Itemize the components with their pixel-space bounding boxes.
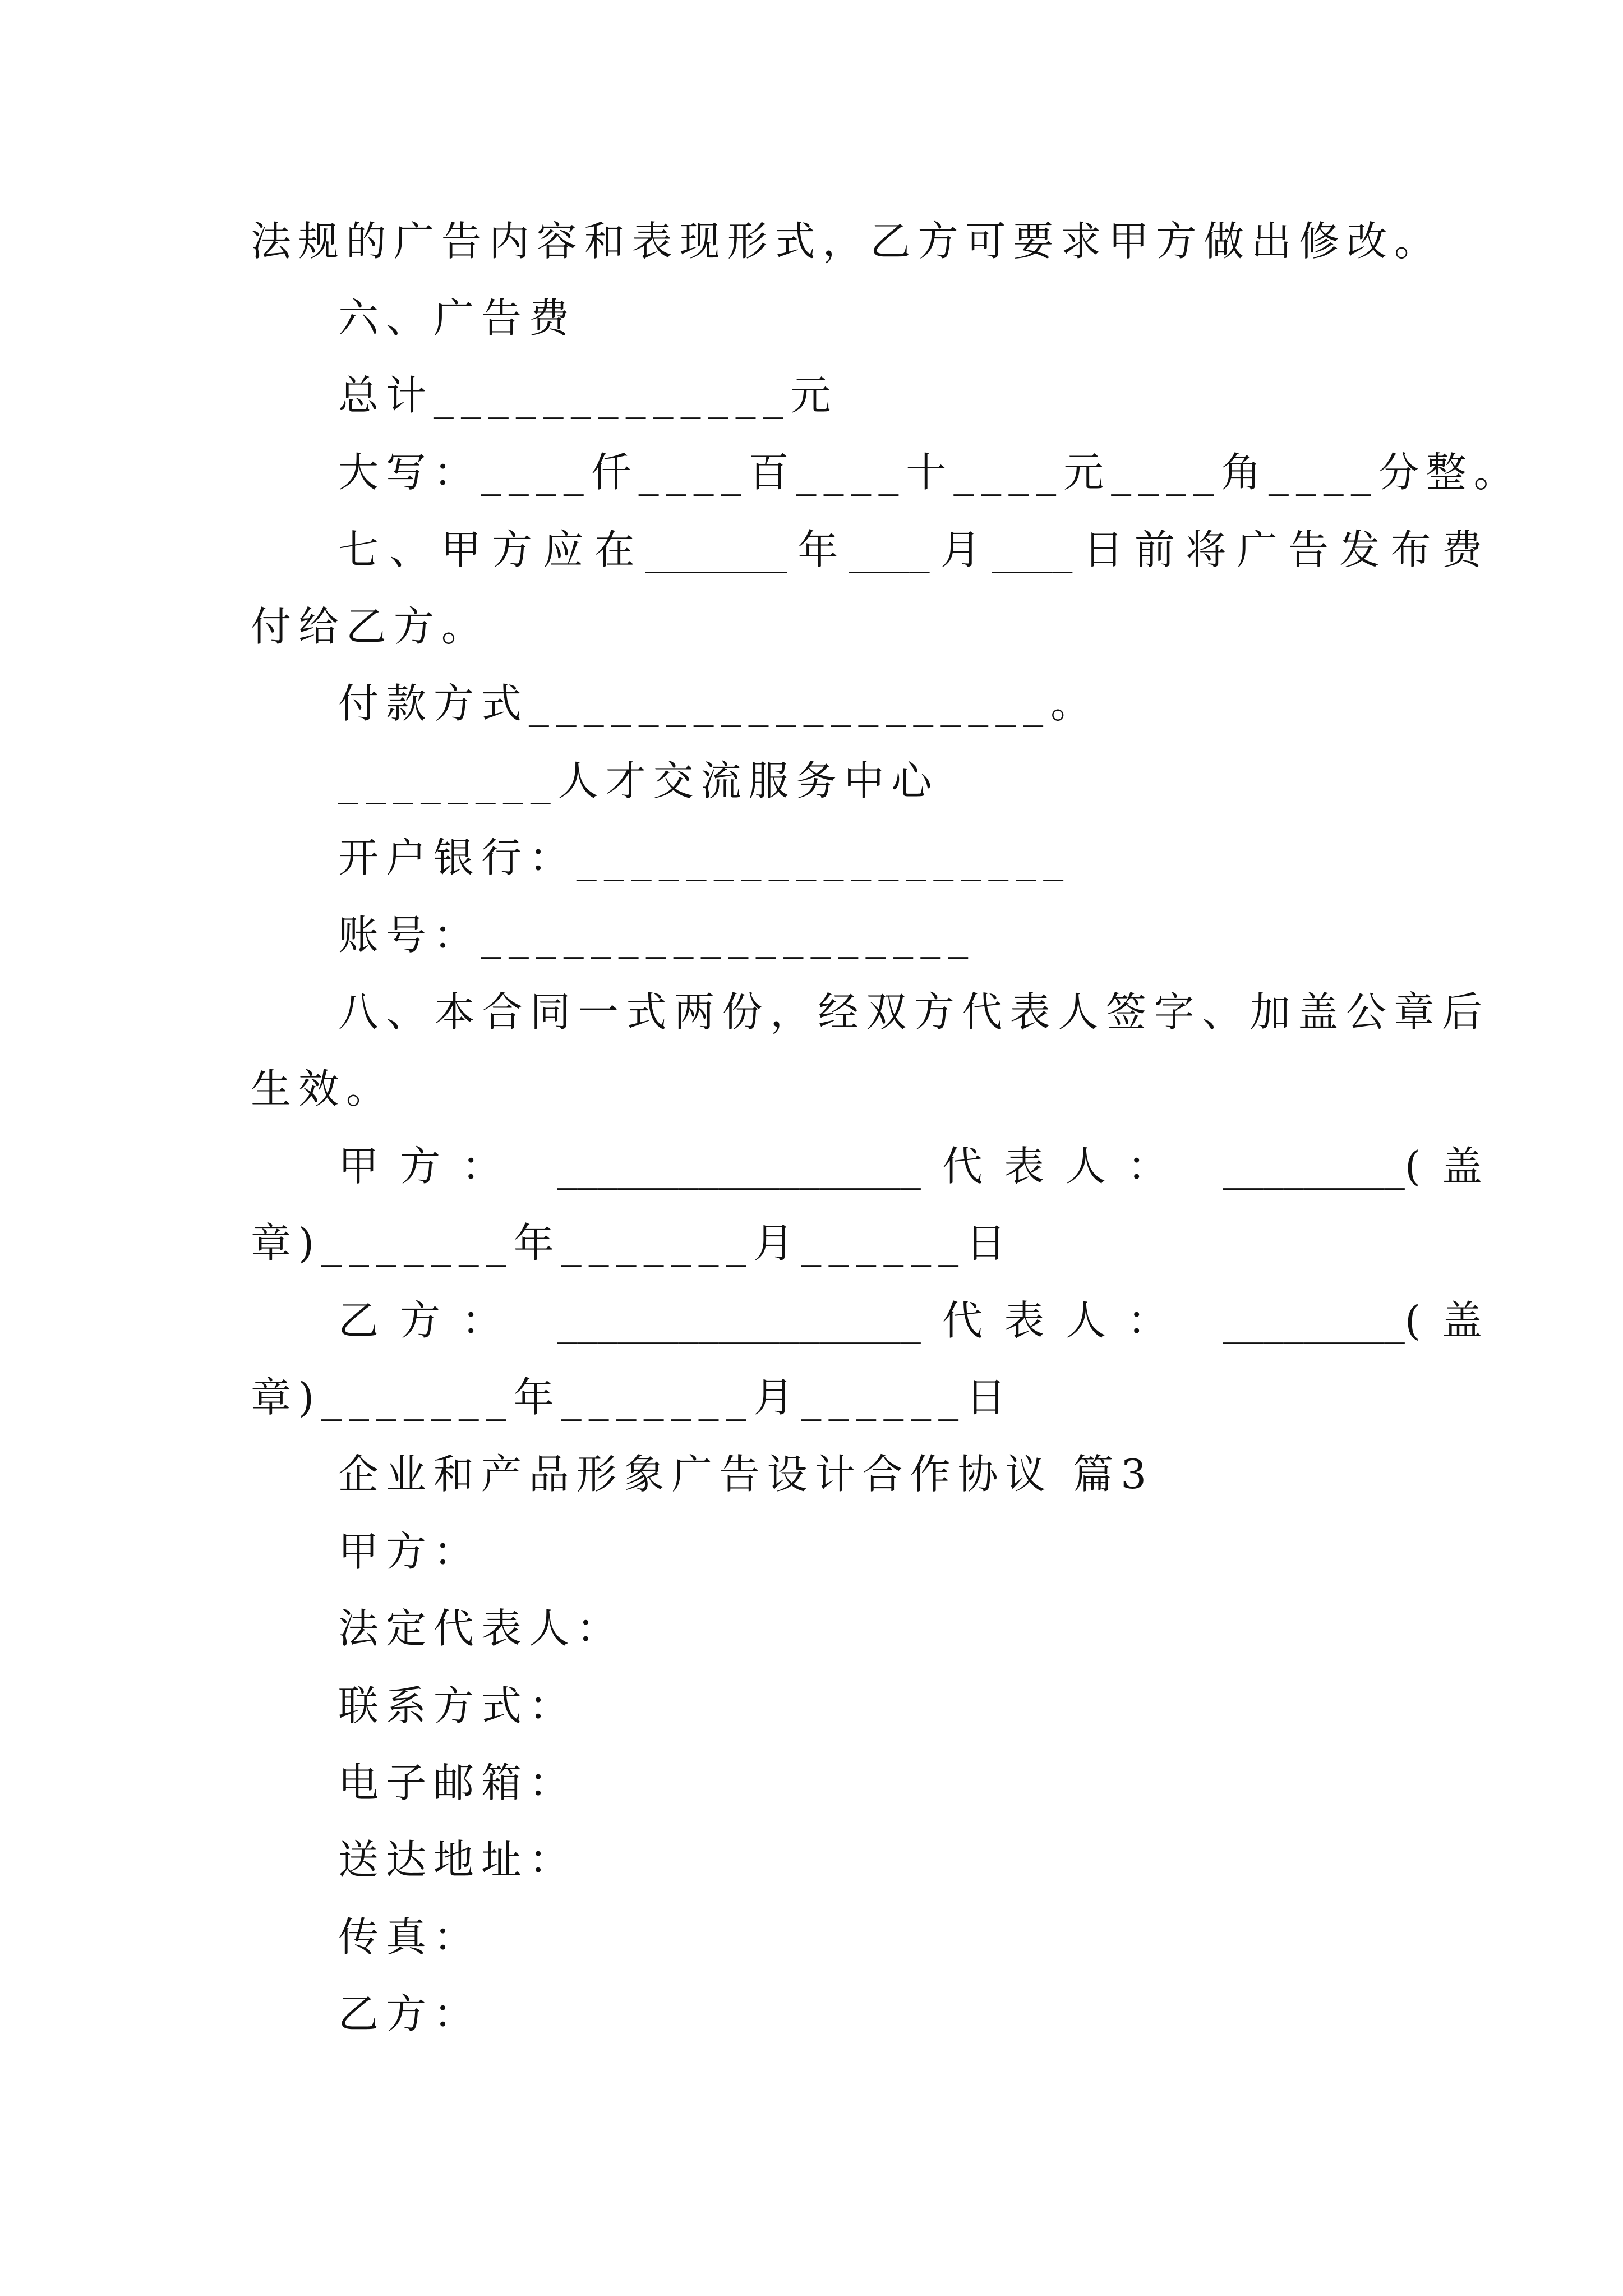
text-line: 开户银行：__________________ [338, 834, 1071, 881]
field-label: 法定代表人： [338, 1605, 624, 1652]
field-label: 电子邮箱： [338, 1759, 577, 1806]
text-line: 生效。 [251, 1065, 394, 1112]
signature-date-line: 章)_______年_______月______日 [251, 1374, 1014, 1421]
field-label: 联系方式： [338, 1682, 577, 1729]
section-heading: 六、广告费 [338, 295, 577, 342]
text-line: 法规的广告内容和表现形式，乙方可要求甲方做出修改。 [251, 218, 1442, 265]
text-line: 付给乙方。 [251, 603, 489, 650]
field-label: 送达地址： [338, 1836, 577, 1883]
text-line: ________人才交流服务中心 [338, 757, 939, 804]
text-line: 付款方式___________________。 [338, 680, 1099, 727]
signature-date-line: 章)_______年_______月______日 [251, 1220, 1014, 1267]
signature-line: 乙方： __________________代表人： _________(盖 [338, 1297, 1482, 1344]
text-line: 总计_____________元 [338, 372, 838, 419]
field-label: 传真： [338, 1913, 481, 1961]
document-title: 企业和产品形象广告设计合作协议 篇3 [338, 1451, 1154, 1498]
field-label: 甲方： [338, 1528, 481, 1575]
signature-line: 甲方： __________________代表人： _________(盖 [338, 1143, 1482, 1190]
text-line: 账号：__________________ [338, 912, 976, 959]
text-line: 七、甲方应在_______年____月____日前将广告发布费 [338, 526, 1482, 573]
field-label: 乙方： [338, 1990, 481, 2037]
text-line: 八、本合同一式两份，经双方代表人签字、加盖公章后 [338, 988, 1482, 1036]
text-line: 大写：____仟____百____十____元____角____分整。 [338, 449, 1521, 496]
